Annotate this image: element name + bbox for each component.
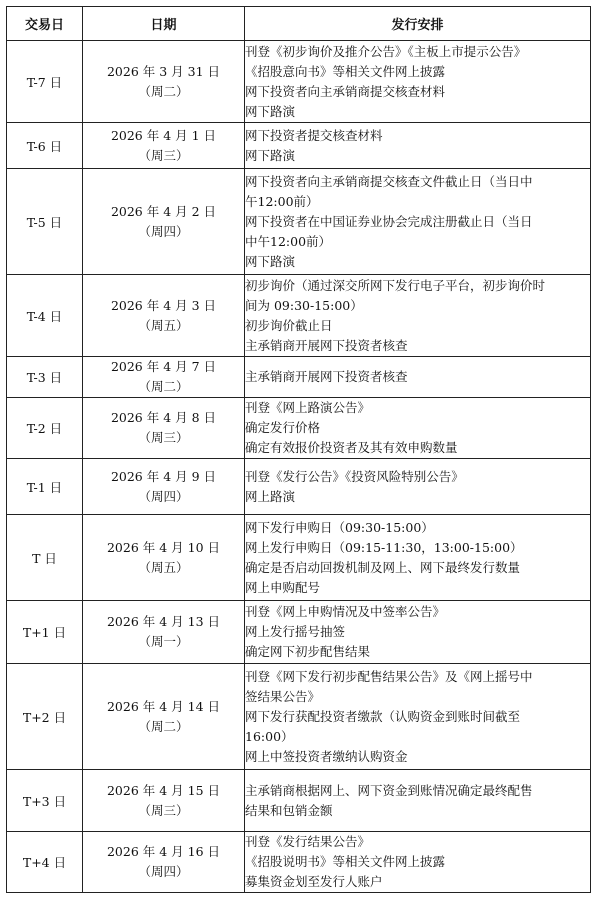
date-text: 2026 年 4 月 1 日 [110,127,217,143]
table-body [7,41,591,893]
arrangement-cell [245,123,591,169]
weekday-text: （周二） [138,379,189,394]
table-row [7,169,591,275]
arrangement-line: 主承销商开展网下投资者核查 [245,337,408,353]
arrangement-cell [245,770,591,832]
table-row [7,832,591,893]
arrangement-line: 网下发行获配投资者缴款（认购资金到账时间截至 [245,708,521,724]
arrangement-line: 网下投资者向主承销商提交核查文件截止日（当日中 [245,173,533,189]
arrangement-line: 网上发行申购日（09:15-11:30，13:00-15:00） [245,539,523,555]
date-text: 2026 年 4 月 15 日 [106,782,221,798]
trading-day-cell: T-5 日 [7,169,83,275]
date-text: 2026 年 4 月 13 日 [106,614,221,629]
arrangement-cell [245,832,591,893]
date-text: 2026 年 4 月 9 日 [110,468,217,484]
arrangement-cell [245,41,591,123]
arrangement-line: 刊登《网上路演公告》 [245,400,371,415]
arrangement-line: 16:00） [245,728,294,744]
trading-day-cell: T+1 日 [7,601,83,664]
weekday-text: （周四） [138,864,189,879]
table-row [7,41,591,123]
trading-day-cell: T-2 日 [7,398,83,459]
trading-day-cell: T-1 日 [7,459,83,515]
arrangement-line: 网下路演 [245,147,296,163]
arrangement-line: 结果和包销金额 [245,802,333,818]
arrangement-line: 中午12:00前） [245,233,332,249]
date-text: 2026 年 3 月 31 日 [106,63,221,79]
arrangement-cell [245,398,591,459]
arrangement-cell [245,515,591,601]
date-text: 2026 年 4 月 2 日 [110,203,217,219]
date-cell [83,664,245,770]
arrangement-line: 《招股说明书》等相关文件网上披露 [245,854,446,869]
arrangement-cell [245,601,591,664]
date-text: 2026 年 4 月 8 日 [110,410,217,425]
trading-day-cell: T+3 日 [7,770,83,832]
arrangement-cell [245,459,591,515]
arrangement-line: 主承销商开展网下投资者核查 [245,369,408,384]
trading-day-cell: T-7 日 [7,41,83,123]
weekday-text: （周一） [138,634,189,649]
date-text: 2026 年 4 月 14 日 [106,698,221,714]
weekday-text: （周三） [138,430,189,445]
date-text: 2026 年 4 月 7 日 [110,359,217,374]
arrangement-cell [245,169,591,275]
weekday-text: （周三） [138,147,189,163]
arrangement-line: 刊登《发行公告》《投资风险特别公告》 [245,468,464,484]
arrangement-cell [245,275,591,357]
date-cell [83,357,245,398]
arrangement-line: 确定网下初步配售结果 [245,644,371,659]
arrangement-line: 初步询价（通过深交所网下发行电子平台，初步询价时 [245,277,546,293]
arrangement-line: 确定有效报价投资者及其有效申购数量 [245,440,458,455]
arrangement-line: 网下发行申购日（09:30-15:00） [245,519,434,535]
weekday-text: （周二） [138,83,189,99]
date-cell [83,123,245,169]
weekday-text: （周五） [138,317,189,333]
weekday-text: （周四） [138,488,189,504]
arrangement-line: 网上中签投资者缴纳认购资金 [245,748,408,764]
arrangement-line: 网上路演 [245,488,296,504]
arrangement-line: 刊登《网下发行初步配售结果公告》及《网上摇号中 [245,668,533,684]
date-cell [83,275,245,357]
table-row [7,459,591,515]
issuance-schedule-table [6,6,591,893]
arrangement-line: 网下投资者提交核查材料 [245,127,383,143]
arrangement-line: 确定发行价格 [245,420,321,435]
arrangement-line: 网上发行摇号抽签 [245,624,346,639]
date-text: 2026 年 4 月 3 日 [110,297,217,313]
table-header-row [7,7,591,41]
table-row [7,601,591,664]
arrangement-line: 网下投资者向主承销商提交核查材料 [245,83,446,99]
arrangement-cell [245,357,591,398]
table-row [7,770,591,832]
date-text: 2026 年 4 月 10 日 [106,539,221,555]
date-cell [83,601,245,664]
date-cell [83,515,245,601]
trading-day-cell: T-6 日 [7,123,83,169]
arrangement-line: 刊登《发行结果公告》 [245,834,371,849]
table-row [7,357,591,398]
date-cell [83,398,245,459]
date-cell [83,770,245,832]
arrangement-line: 网下投资者在中国证券业协会完成注册截止日（当日 [245,213,533,229]
weekday-text: （周五） [138,559,189,575]
table-row [7,515,591,601]
weekday-text: （周三） [138,802,189,818]
arrangement-line: 午12:00前） [245,193,319,209]
header-date: 日期 [83,7,245,41]
weekday-text: （周四） [138,223,189,239]
arrangement-line: 网下路演 [245,103,296,119]
weekday-text: （周二） [138,718,189,734]
date-cell [83,169,245,275]
date-text: 2026 年 4 月 16 日 [106,844,221,859]
arrangement-line: 主承销商根据网上、网下资金到账情况确定最终配售 [245,782,533,798]
arrangement-line: 网下路演 [245,253,296,269]
table-row [7,275,591,357]
arrangement-line: 初步询价截止日 [245,317,333,333]
arrangement-line: 签结果公告》 [245,688,321,704]
trading-day-cell: T 日 [7,515,83,601]
table-row [7,664,591,770]
arrangement-line: 刊登《网上申购情况及中签率公告》 [245,604,446,619]
header-arrangement: 发行安排 [245,7,591,41]
date-cell [83,41,245,123]
date-cell [83,459,245,515]
arrangement-line: 间为 09:30-15:00） [245,297,363,313]
table-row [7,398,591,459]
date-cell [83,832,245,893]
trading-day-cell: T-3 日 [7,357,83,398]
table-row [7,123,591,169]
header-trading-day: 交易日 [7,7,83,41]
trading-day-cell: T+2 日 [7,664,83,770]
arrangement-line: 刊登《初步询价及推介公告》《主板上市提示公告》 [245,43,527,59]
arrangement-line: 确定是否启动回拨机制及网上、网下最终发行数量 [245,559,521,575]
trading-day-cell: T+4 日 [7,832,83,893]
trading-day-cell: T-4 日 [7,275,83,357]
arrangement-cell [245,664,591,770]
arrangement-line: 网上申购配号 [245,579,321,595]
arrangement-line: 《招股意向书》等相关文件网上披露 [245,63,446,79]
arrangement-line: 募集资金划至发行人账户 [245,874,383,889]
